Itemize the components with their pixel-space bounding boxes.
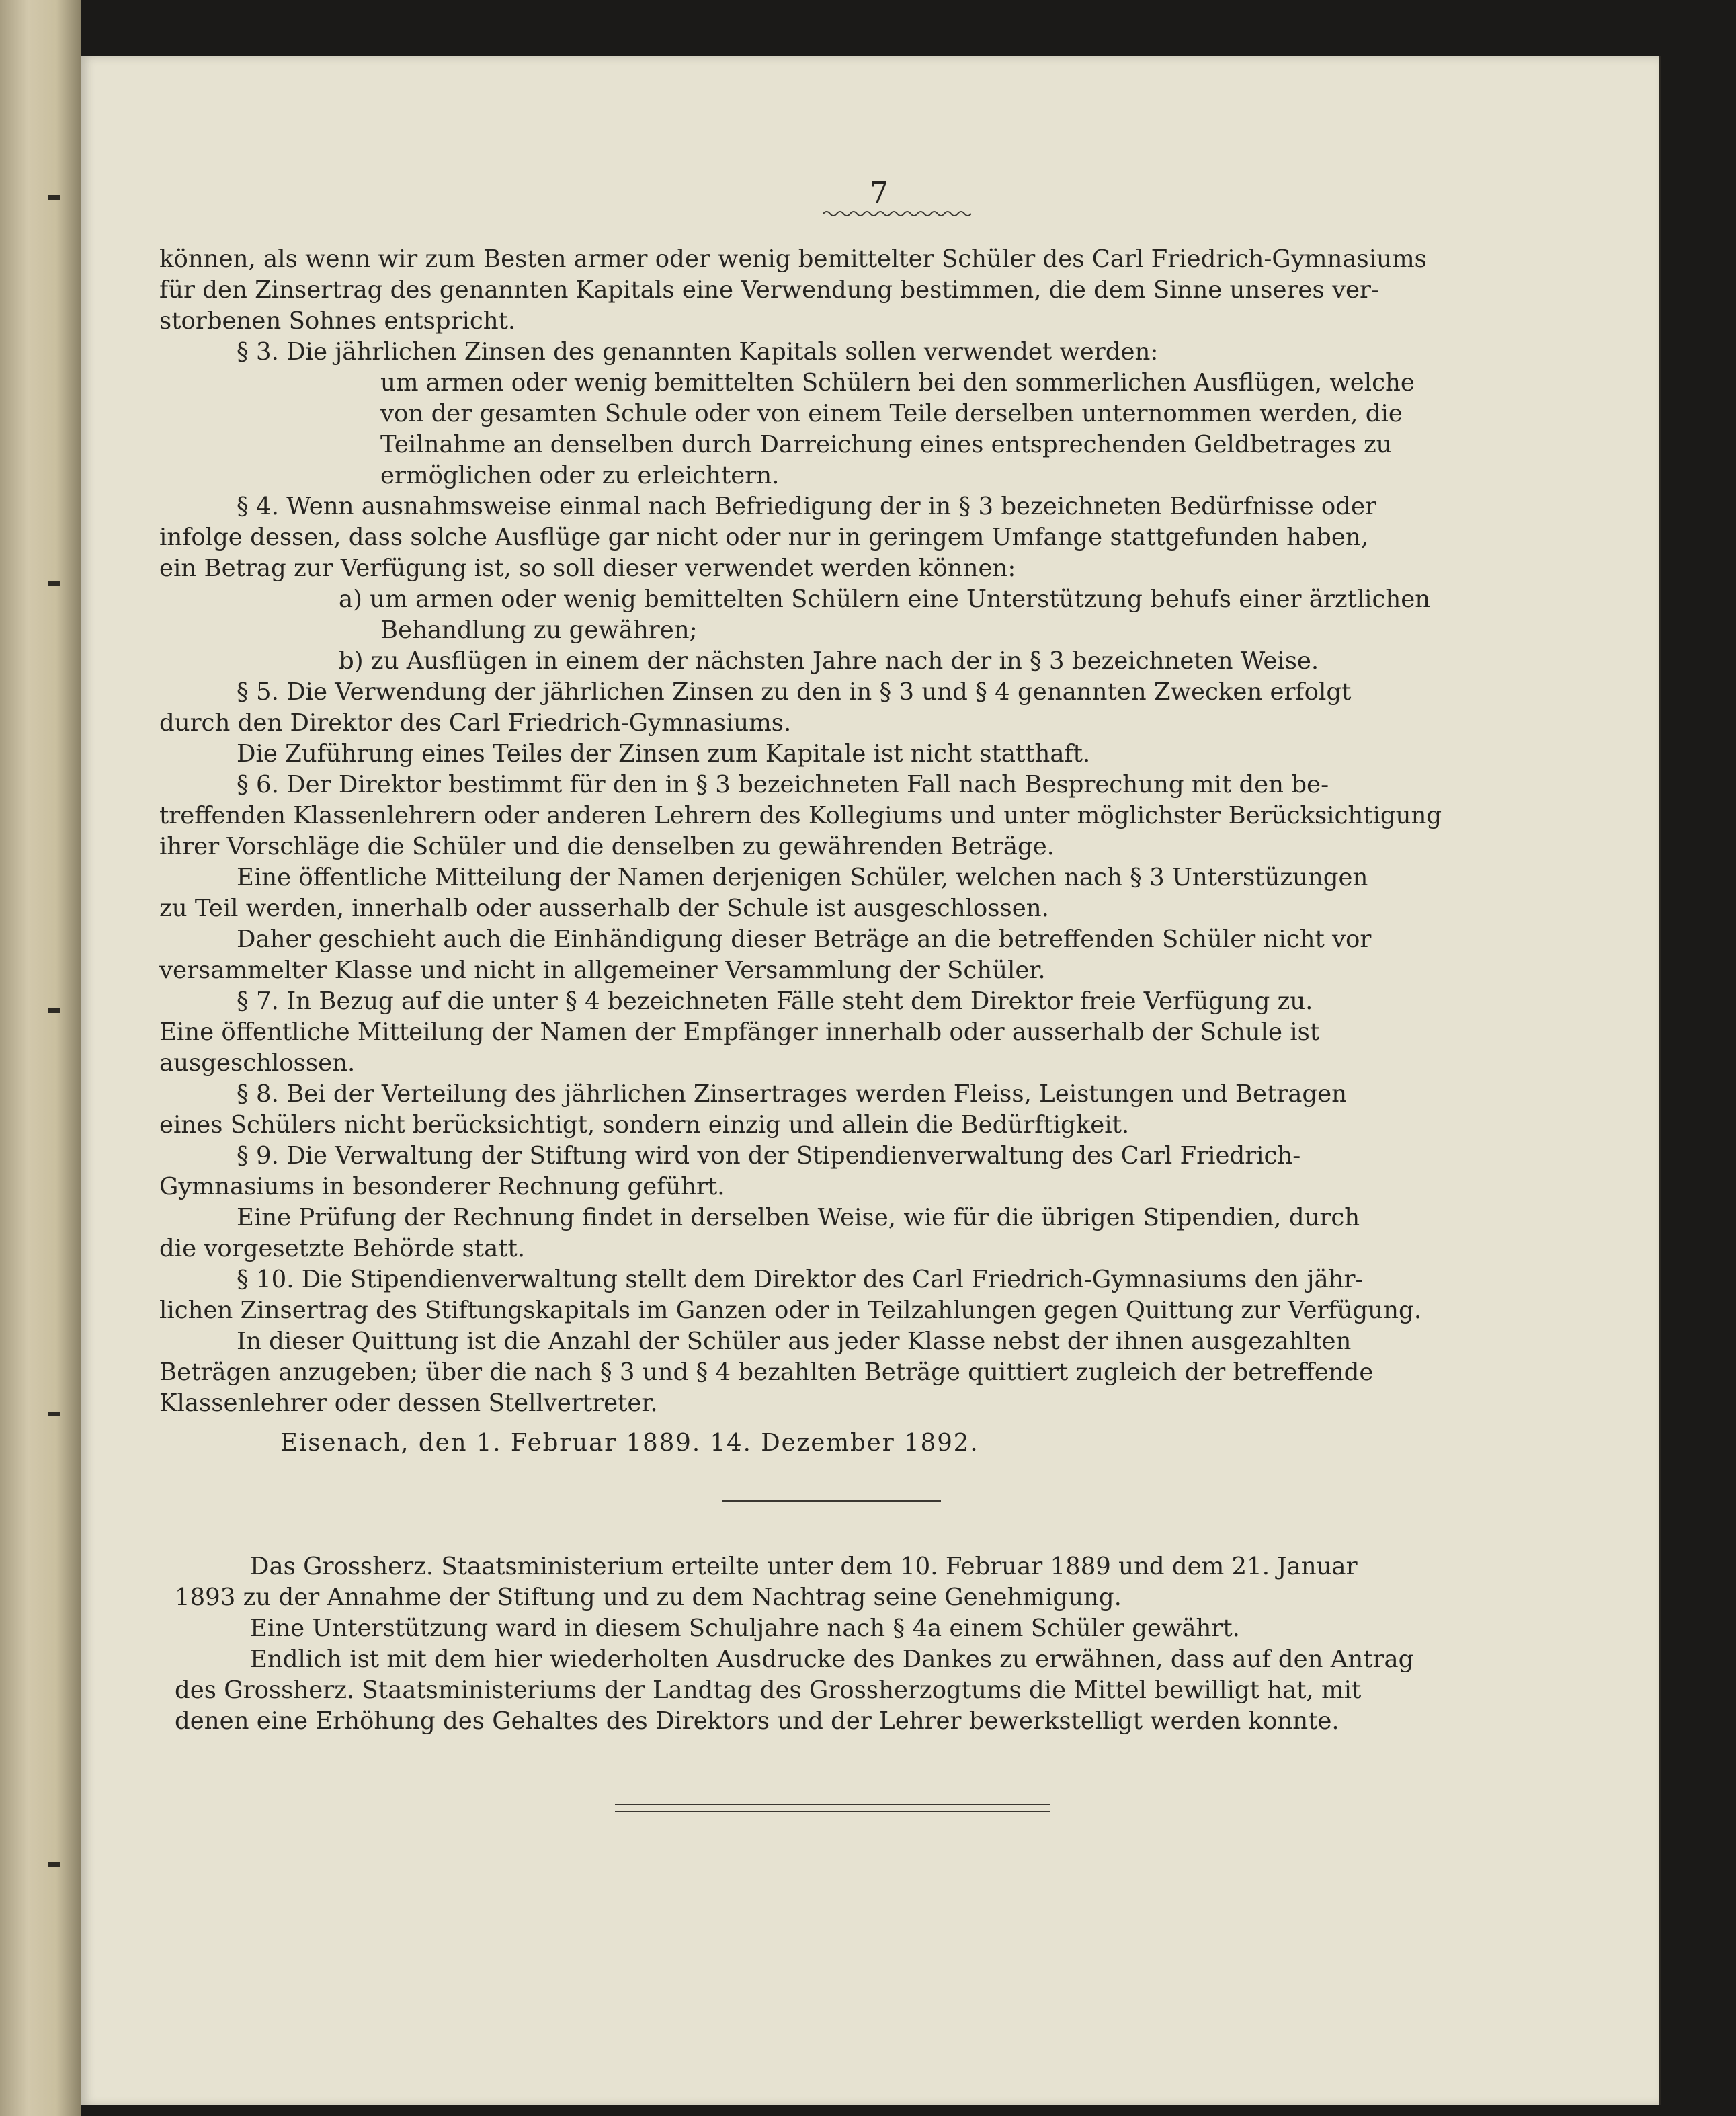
- edge-mark: [48, 1008, 60, 1013]
- end-rule-bottom: [615, 1811, 1050, 1812]
- body-line: um armen oder wenig bemittelten Schülern bei den sommerlichen Ausflügen, welche: [380, 369, 1415, 397]
- body-line: Gymnasiums in besonderer Rechnung geführt.: [159, 1173, 725, 1201]
- closing-line: 1893 zu der Annahme der Stiftung und zu dem Nachtrag seine Genehmigung.: [175, 1584, 1122, 1611]
- list-item-b: b) zu Ausflügen in einem der nächsten Jahre nach der in § 3 bezeichneten Weise.: [339, 647, 1319, 675]
- edge-mark: [48, 581, 60, 586]
- body-line: storbenen Sohnes entspricht.: [159, 307, 516, 335]
- section-7-heading: § 7. In Bezug auf die unter § 4 bezeichneten Fälle steht dem Direktor freie Verfügung zu.: [237, 987, 1313, 1015]
- body-line: zu Teil werden, innerhalb oder ausserhalb der Schule ist ausgeschlossen.: [159, 895, 1049, 922]
- body-line: treffenden Klassenlehrern oder anderen Lehrern des Kollegiums und unter möglichster Berücksichtigung: [159, 802, 1442, 829]
- body-line: ein Betrag zur Verfügung ist, so soll dieser verwendet werden können:: [159, 555, 1016, 582]
- section-3-heading: § 3. Die jährlichen Zinsen des genannten Kapitals sollen verwendet werden:: [237, 338, 1159, 366]
- edge-mark: [48, 1862, 60, 1867]
- wavy-ornament: [823, 208, 971, 220]
- page-number: 7: [870, 176, 888, 210]
- body-line: Beträgen anzugeben; über die nach § 3 und § 4 bezahlten Beträge quittiert zugleich der betreffende: [159, 1358, 1374, 1386]
- body-line: Die Zuführung eines Teiles der Zinsen zum Kapitale ist nicht statthaft.: [237, 740, 1091, 768]
- closing-line: denen eine Erhöhung des Gehaltes des Direktors und der Lehrer bewerkstelligt werden konnte.: [175, 1707, 1339, 1735]
- closing-line: des Grossherz. Staatsministeriums der Landtag des Grossherzogtums die Mittel bewilligt hat, mit: [175, 1676, 1362, 1704]
- body-line: infolge dessen, dass solche Ausflüge gar nicht oder nur in geringem Umfange stattgefunden haben,: [159, 524, 1369, 551]
- body-line: für den Zinsertrag des genannten Kapitals eine Verwendung bestimmen, die dem Sinne unseres ver-: [159, 276, 1379, 304]
- body-line: Daher geschieht auch die Einhändigung dieser Beträge an die betreffenden Schüler nicht vor: [237, 926, 1372, 953]
- body-line: Eine Prüfung der Rechnung findet in derselben Weise, wie für die übrigen Stipendien, durch: [237, 1204, 1360, 1231]
- body-line: Klassenlehrer oder dessen Stellvertreter.: [159, 1389, 658, 1417]
- list-item-a: a) um armen oder wenig bemittelten Schülern eine Unterstützung behufs einer ärztlichen: [339, 585, 1431, 613]
- body-line: Eine öffentliche Mitteilung der Namen der Empfänger innerhalb oder ausserhalb der Schule ist: [159, 1018, 1320, 1046]
- section-divider: [722, 1500, 941, 1502]
- edge-mark: [48, 195, 60, 200]
- edge-mark: [48, 1412, 60, 1416]
- body-line: ausgeschlossen.: [159, 1049, 356, 1077]
- section-6-heading: § 6. Der Direktor bestimmt für den in § 3 bezeichneten Fall nach Besprechung mit den be-: [237, 771, 1329, 799]
- body-line: ermöglichen oder zu erleichtern.: [380, 462, 780, 489]
- section-4-heading: § 4. Wenn ausnahmsweise einmal nach Befriedigung der in § 3 bezeichneten Bedürfnisse oder: [237, 493, 1376, 520]
- body-line: Teilnahme an denselben durch Darreichung eines entsprechenden Geldbetrages zu: [380, 431, 1392, 458]
- body-line: Behandlung zu gewähren;: [380, 616, 698, 644]
- section-8-heading: § 8. Bei der Verteilung des jährlichen Zinsertrages werden Fleiss, Leistungen und Betragen: [237, 1080, 1348, 1108]
- body-line: versammelter Klasse und nicht in allgemeiner Versammlung der Schüler.: [159, 957, 1046, 984]
- section-10-heading: § 10. Die Stipendienverwaltung stellt dem Direktor des Carl Friedrich-Gymnasiums den jähr-: [237, 1266, 1364, 1293]
- body-line: eines Schülers nicht berücksichtigt, sondern einzig und allein die Bedürftigkeit.: [159, 1111, 1130, 1139]
- body-line: von der gesamten Schule oder von einem Teile derselben unternommen werden, die: [380, 400, 1403, 428]
- page: [81, 56, 1659, 2105]
- body-line: können, als wenn wir zum Besten armer oder wenig bemittelter Schüler des Carl Friedrich-Gymnasiums: [159, 245, 1427, 273]
- body-line: durch den Direktor des Carl Friedrich-Gymnasiums.: [159, 709, 792, 737]
- section-5-heading: § 5. Die Verwendung der jährlichen Zinsen zu den in § 3 und § 4 genannten Zwecken erfolgt: [237, 678, 1352, 706]
- body-line: die vorgesetzte Behörde statt.: [159, 1235, 526, 1262]
- previous-page-edge: [0, 0, 81, 2116]
- closing-line: Endlich ist mit dem hier wiederholten Ausdrucke des Dankes zu erwähnen, dass auf den Antrag: [250, 1645, 1414, 1673]
- body-line: In dieser Quittung ist die Anzahl der Schüler aus jeder Klasse nebst der ihnen ausgezahlten: [237, 1328, 1352, 1355]
- section-9-heading: § 9. Die Verwaltung der Stiftung wird von der Stipendienverwaltung des Carl Friedrich-: [237, 1142, 1301, 1170]
- body-line: lichen Zinsertrag des Stiftungskapitals im Ganzen oder in Teilzahlungen gegen Quittung zur Verfügung.: [159, 1297, 1421, 1324]
- date-line: Eisenach, den 1. Februar 1889. 14. Dezember 1892.: [280, 1429, 979, 1457]
- body-line: ihrer Vorschläge die Schüler und die denselben zu gewährenden Beträge.: [159, 833, 1055, 860]
- closing-line: Eine Unterstützung ward in diesem Schuljahre nach § 4a einem Schüler gewährt.: [250, 1615, 1240, 1642]
- end-rule-top: [615, 1804, 1050, 1805]
- body-line: Eine öffentliche Mitteilung der Namen derjenigen Schüler, welchen nach § 3 Unterstüzungen: [237, 864, 1368, 891]
- closing-line: Das Grossherz. Staatsministerium erteilte unter dem 10. Februar 1889 und dem 21. Januar: [250, 1553, 1358, 1580]
